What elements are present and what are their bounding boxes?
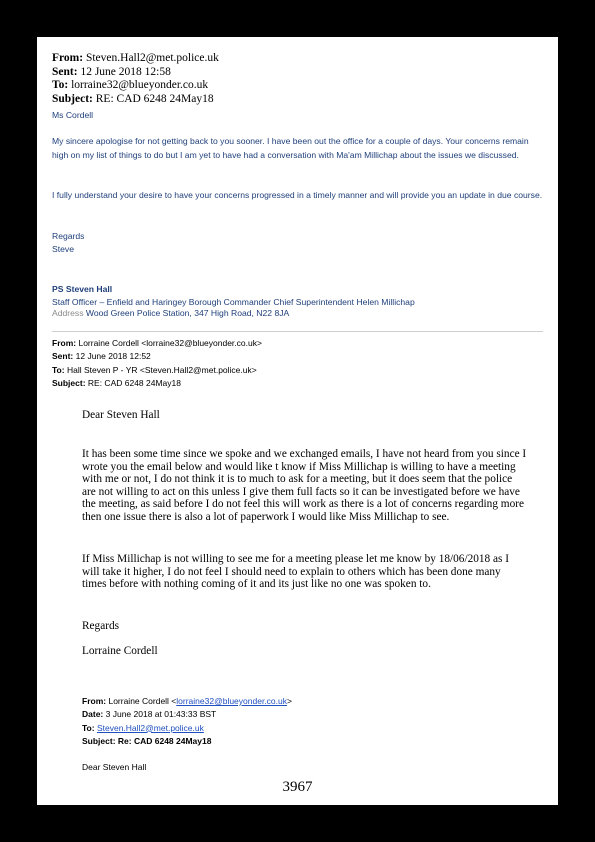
email3-from-link[interactable]: lorraine32@blueyonder.co.uk: [176, 696, 287, 706]
email1-regards: Regards: [52, 231, 85, 241]
email2-to: To: Hall Steven P - YR <Steven.Hall2@met.police.uk>: [52, 364, 257, 375]
email3-header: [82, 695, 292, 748]
signature-address: Address Wood Green Police Station, 347 High Road, N22 8JA: [52, 308, 290, 318]
signature-name: PS Steven Hall: [52, 284, 113, 294]
signature-title: Staff Officer – Enfield and Haringey Borough Commander Chief Superintendent Helen Millichap: [52, 297, 415, 307]
email2-header: [52, 337, 262, 390]
email2-greeting: Dear Steven Hall: [82, 409, 160, 421]
email2-paragraph-2: If Miss Millichap is not willing to see me for a meeting please let me know by 18/06/2018 as I will take it higher, I do not feel I should need to explain to others which has been done many times before with nothing coming of it and its just like no one was spoken to.: [82, 553, 510, 591]
email2-subject: Subject: RE: CAD 6248 24May18: [52, 377, 181, 388]
document-page: [37, 37, 558, 805]
email1-paragraph-2: I fully understand your desire to have your concerns progressed in a timely manner and will provide you an update in due course.: [52, 190, 543, 200]
email3-greeting: Dear Steven Hall: [82, 762, 147, 772]
email1-signoff: Steve: [52, 244, 74, 254]
email2-signoff: Lorraine Cordell: [82, 645, 158, 657]
email3-subject: Subject: Re: CAD 6248 24May18: [82, 735, 212, 746]
email1-sent: Sent: 12 June 2018 12:58: [52, 65, 171, 78]
email1-from: From: Steven.Hall2@met.police.uk: [52, 52, 219, 64]
email-divider: [52, 331, 543, 332]
email1-paragraph-1: My sincere apologise for not getting back to you sooner. I have been out the office for a couple of days. Your concerns remain high on my list of things to do but I am yet to have had a conversation with Ma'am Millichap about the issues we discussed.: [52, 136, 529, 160]
email3-date: Date: 3 June 2018 at 01:43:33 BST: [82, 709, 217, 720]
email2-sent: Sent: 12 June 2018 12:52: [52, 351, 151, 362]
email2-paragraph-1: It has been some time since we spoke and we exchanged emails, I have not heard from you since I wrote you the email below and would like t know if Miss Millichap is willing to have a meeting with me or not, I do not think it is to much to ask for a meeting, but it does seem that the police are not willing to act on this unless I give them full facts so it can be investigated before we have the meeting, as said before I do not feel this will work as there is a lot of concerns regarding more then one issue there is also a lot of paperwork I would like Miss Millichap to see.: [82, 448, 527, 523]
email3-to: To: Steven.Hall2@met.police.uk: [82, 722, 204, 733]
email2-from: From: Lorraine Cordell <lorraine32@blueyonder.co.uk>: [52, 338, 262, 348]
email1-subject: Subject: RE: CAD 6248 24May18: [52, 92, 214, 105]
email1-to: To: lorraine32@blueyonder.co.uk: [52, 79, 209, 92]
page-number: 3967: [282, 779, 313, 795]
email1-header: [52, 52, 219, 106]
email3-from: From: Lorraine Cordell <lorraine32@blueyonder.co.uk>: [82, 696, 292, 706]
email1-greeting: Ms Cordell: [52, 110, 94, 120]
email3-to-link[interactable]: Steven.Hall2@met.police.uk: [96, 722, 204, 733]
email2-regards: Regards: [82, 620, 120, 632]
